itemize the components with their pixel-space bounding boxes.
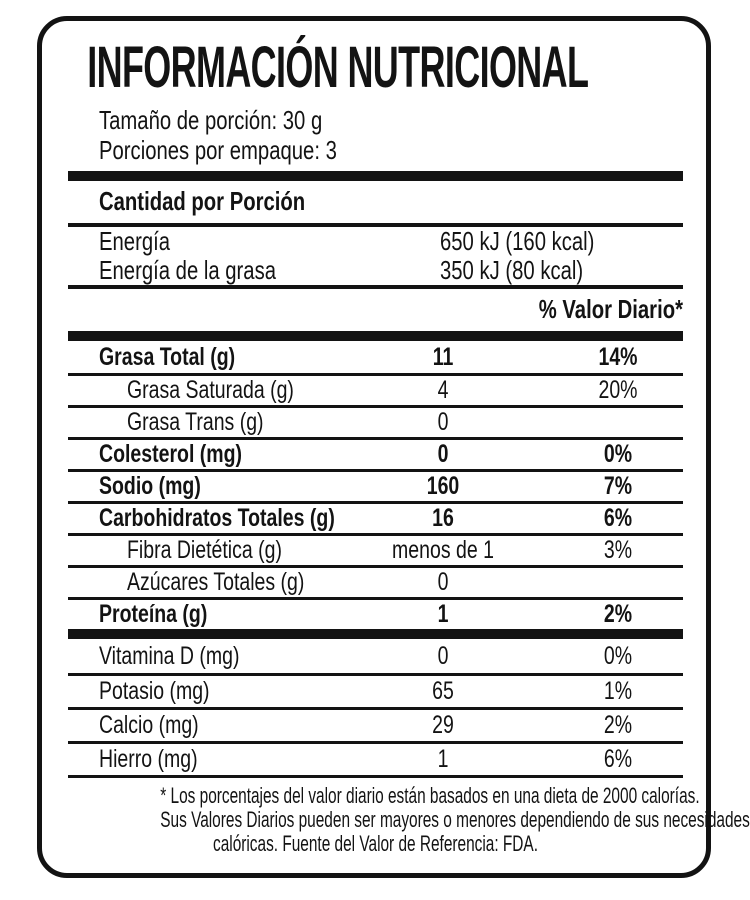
nutrient-dv-cell bbox=[553, 504, 683, 533]
vitamin-table bbox=[68, 639, 683, 775]
nutrient-dv-cell bbox=[553, 745, 683, 774]
nutrient-dv-cell bbox=[553, 343, 683, 372]
nutrient-value-cell bbox=[333, 472, 553, 501]
nutrient-value-cell bbox=[333, 600, 553, 629]
nutrient-dv-cell bbox=[553, 472, 683, 501]
nutrient-label: Hierro (mg) bbox=[99, 745, 198, 773]
nutrient-value-cell bbox=[333, 343, 553, 372]
nutrient-label-cell bbox=[68, 536, 333, 565]
nutrient-value: 160 bbox=[426, 472, 460, 500]
nutrient-row bbox=[68, 533, 683, 565]
label-title: INFORMACIÓN NUTRICIONAL bbox=[87, 35, 589, 100]
amount-per-serving-text: Cantidad por Porción bbox=[99, 186, 306, 216]
nutrient-dv: 0% bbox=[603, 440, 633, 468]
nutrient-row bbox=[68, 597, 683, 629]
nutrient-dv: 6% bbox=[603, 745, 633, 773]
nutrient-dv: 3% bbox=[603, 536, 633, 564]
nutrient-label: Potasio (mg) bbox=[99, 677, 210, 705]
footnote-line: calóricas. Fuente del Valor de Referencia: FDA. bbox=[213, 831, 538, 856]
nutrient-row bbox=[68, 341, 683, 373]
nutrient-row bbox=[68, 639, 683, 673]
nutrient-row bbox=[68, 673, 683, 707]
energy-label-cell bbox=[68, 256, 440, 285]
nutrient-label-cell bbox=[68, 472, 333, 501]
nutrient-value: menos de 1 bbox=[392, 536, 494, 564]
nutrient-value-cell bbox=[333, 711, 553, 740]
nutrient-dv: 7% bbox=[603, 472, 633, 500]
nutrient-value: 0 bbox=[437, 641, 449, 670]
nutrient-label-cell bbox=[68, 600, 333, 629]
nutrient-value: 65 bbox=[432, 677, 454, 705]
thick-separator bbox=[68, 171, 683, 181]
nutrient-label: Calcio (mg) bbox=[99, 711, 199, 739]
nutrient-value-cell bbox=[333, 745, 553, 774]
nutrient-row bbox=[68, 405, 683, 437]
nutrient-value: 0 bbox=[437, 408, 449, 436]
footnote bbox=[68, 778, 750, 856]
energy-label: Energía bbox=[99, 226, 171, 256]
nutrient-value-cell bbox=[333, 568, 553, 597]
nutrient-row bbox=[68, 707, 683, 741]
nutrient-row bbox=[68, 565, 683, 597]
nutrient-value-cell bbox=[333, 440, 553, 469]
nutrient-label-cell bbox=[68, 642, 333, 671]
nutrient-row bbox=[68, 501, 683, 533]
nutrient-table bbox=[68, 341, 683, 629]
nutrient-dv: 6% bbox=[603, 504, 633, 532]
nutrient-value-cell bbox=[333, 677, 553, 706]
amount-per-serving-header bbox=[68, 181, 683, 223]
nutrient-dv: 0% bbox=[603, 641, 633, 670]
nutrient-label: Sodio (mg) bbox=[99, 472, 201, 500]
energy-label-cell bbox=[68, 227, 440, 256]
serving-size-line: Tamaño de porción: 30 g bbox=[99, 105, 323, 135]
thick-separator bbox=[68, 629, 683, 639]
nutrient-dv-cell bbox=[553, 600, 683, 629]
nutrient-label: Proteína (g) bbox=[99, 600, 208, 628]
nutrient-value: 29 bbox=[432, 711, 454, 739]
footnote-line: * Los porcentajes del valor diario están basados en una dieta de 2000 calorías. bbox=[160, 783, 700, 808]
nutrient-value-cell bbox=[333, 408, 553, 437]
energy-row bbox=[68, 256, 683, 285]
nutrient-row bbox=[68, 741, 683, 775]
nutrient-value: 4 bbox=[437, 376, 449, 404]
nutrient-label-cell bbox=[68, 568, 333, 597]
nutrient-value: 0 bbox=[437, 440, 449, 468]
nutrient-label-cell bbox=[68, 745, 333, 774]
nutrient-row bbox=[68, 373, 683, 405]
nutrient-dv: 20% bbox=[598, 376, 638, 404]
label-content bbox=[42, 21, 750, 856]
nutrient-value: 11 bbox=[432, 342, 454, 371]
energy-row bbox=[68, 227, 683, 256]
nutrient-value: 1 bbox=[437, 600, 449, 628]
nutrition-label bbox=[37, 16, 750, 878]
nutrient-dv-cell bbox=[553, 536, 683, 565]
nutrient-value-cell bbox=[333, 536, 553, 565]
serving-info bbox=[68, 105, 683, 165]
energy-value-cell bbox=[440, 256, 683, 285]
nutrient-dv: 1% bbox=[603, 677, 633, 705]
nutrient-dv-cell bbox=[553, 711, 683, 740]
nutrient-dv: 2% bbox=[603, 600, 633, 628]
nutrient-label-cell bbox=[68, 343, 333, 372]
nutrient-value-cell bbox=[333, 642, 553, 671]
nutrient-row bbox=[68, 469, 683, 501]
energy-value-cell bbox=[440, 227, 683, 256]
nutrient-dv: 2% bbox=[603, 711, 633, 739]
nutrient-label-cell bbox=[68, 677, 333, 706]
nutrient-value: 16 bbox=[432, 504, 454, 532]
nutrient-label: Vitamina D (mg) bbox=[99, 641, 240, 670]
energy-value: 650 kJ (160 kcal) bbox=[440, 226, 595, 256]
nutrient-value-cell bbox=[333, 504, 553, 533]
nutrient-dv: 14% bbox=[598, 342, 638, 371]
nutrient-label: Azúcares Totales (g) bbox=[127, 568, 305, 596]
nutrient-dv-cell bbox=[553, 376, 683, 405]
nutrient-label: Grasa Saturada (g) bbox=[127, 376, 294, 404]
nutrient-value-cell bbox=[333, 376, 553, 405]
servings-per-package-line: Porciones por empaque: 3 bbox=[99, 135, 337, 165]
nutrient-label: Grasa Trans (g) bbox=[127, 408, 264, 436]
nutrient-value: 0 bbox=[437, 568, 449, 596]
nutrient-label-cell bbox=[68, 711, 333, 740]
nutrient-row bbox=[68, 437, 683, 469]
nutrient-dv-cell bbox=[553, 642, 683, 671]
nutrient-label: Fibra Dietética (g) bbox=[127, 536, 282, 564]
nutrient-label-cell bbox=[68, 408, 333, 437]
nutrient-label-cell bbox=[68, 504, 333, 533]
energy-value: 350 kJ (80 kcal) bbox=[440, 255, 584, 285]
nutrient-label: Colesterol (mg) bbox=[99, 440, 243, 468]
nutrient-dv-cell bbox=[553, 440, 683, 469]
nutrient-label: Carbohidratos Totales (g) bbox=[99, 504, 335, 532]
energy-section bbox=[68, 227, 683, 285]
nutrient-value: 1 bbox=[437, 745, 449, 773]
daily-value-header-row bbox=[68, 289, 683, 331]
nutrient-label-cell bbox=[68, 376, 333, 405]
daily-value-header: % Valor Diario* bbox=[538, 294, 683, 324]
footnote-line: Sus Valores Diarios pueden ser mayores o menores dependiendo de sus necesidades bbox=[160, 807, 750, 832]
thick-separator bbox=[68, 331, 683, 341]
nutrient-label-cell bbox=[68, 440, 333, 469]
energy-label: Energía de la grasa bbox=[99, 255, 277, 285]
nutrient-label: Grasa Total (g) bbox=[99, 342, 236, 371]
nutrient-dv-cell bbox=[553, 677, 683, 706]
